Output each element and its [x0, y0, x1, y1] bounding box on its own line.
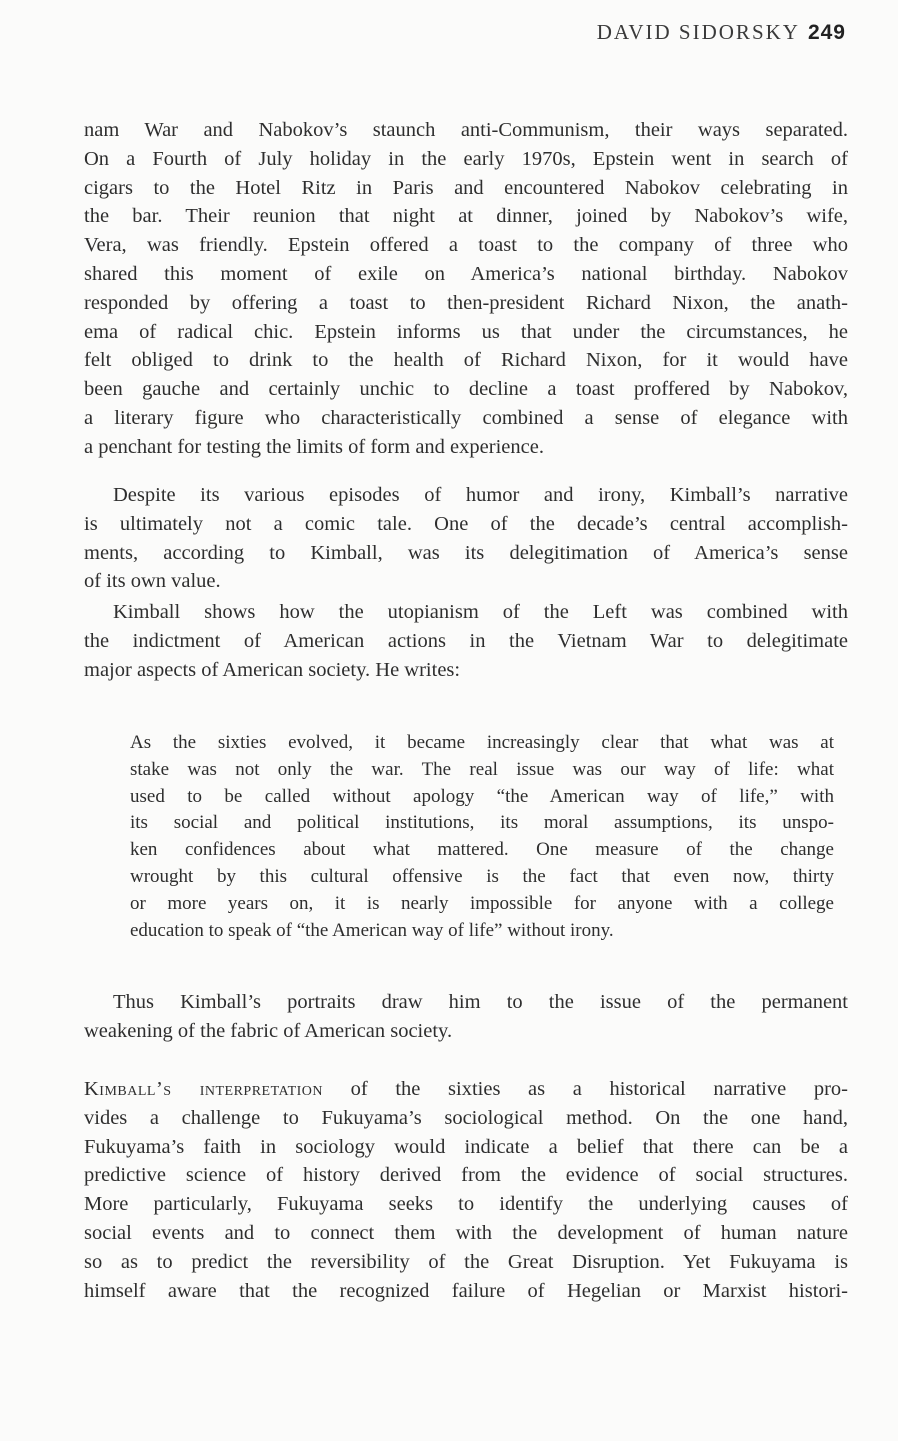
text-line: cigars to the Hotel Ritz in Paris and encountered Nabokov celebrating in [84, 176, 848, 199]
text-line: felt obliged to drink to the health of Richard Nixon, for it would have [84, 349, 848, 372]
text-line: ema of radical chic. Epstein informs us that under the circumstances, he [84, 320, 848, 343]
text-line: a penchant for testing the limits of form and experience. [84, 435, 544, 458]
paragraph-4 [84, 988, 848, 1046]
section-lead-in: Kimball’s interpretation [84, 1078, 324, 1100]
quote-line: ken confidences about what mattered. One measure of the change [130, 839, 834, 861]
text-line: responded by offering a toast to then-president Richard Nixon, the anath- [84, 291, 848, 314]
quote-line: wrought by this cultural offensive is the fact that even now, thirty [130, 865, 834, 887]
paragraph-3 [84, 598, 848, 684]
text-line: the bar. Their reunion that night at dinner, joined by Nabokov’s wife, [84, 205, 848, 228]
text-line: himself aware that the recognized failure of Hegelian or Marxist histori- [84, 1279, 848, 1302]
text-line: Vera, was friendly. Epstein offered a toast to the company of three who [84, 234, 848, 257]
text-line: ments, according to Kimball, was its delegitimation of America’s sense [84, 541, 848, 564]
paragraph-2 [84, 481, 848, 596]
text-line: Thus Kimball’s portraits draw him to the issue of the permanent [113, 991, 848, 1013]
running-head-author: DAVID SIDORSKY [596, 20, 800, 44]
text-line [84, 1075, 848, 1104]
text-line: More particularly, Fukuyama seeks to identify the underlying causes of [84, 1193, 848, 1216]
text-line: On a Fourth of July holiday in the early 1970s, Epstein went in search of [84, 147, 848, 170]
text-line: Kimball shows how the utopianism of the Left was combined with [113, 601, 848, 623]
text-line: so as to predict the reversibility of the Great Disruption. Yet Fukuyama is [84, 1250, 848, 1273]
block-quote [130, 730, 834, 944]
text-line: social events and to connect them with the development of human nature [84, 1221, 848, 1244]
text-line: nam War and Nabokov’s staunch anti-Communism, their ways separated. [84, 119, 848, 141]
text-line: weakening of the fabric of American society. [84, 1019, 453, 1042]
quote-line: stake was not only the war. The real issue was our way of life: what [130, 758, 834, 780]
text-line: predictive science of history derived from the evidence of social structures. [84, 1164, 848, 1187]
text-line: shared this moment of exile on America’s national birthday. Nabokov [84, 262, 848, 285]
text-line: vides a challenge to Fukuyama’s sociological method. On the one hand, [84, 1106, 848, 1129]
text-line: of its own value. [84, 570, 221, 593]
text-line: is ultimately not a comic tale. One of the decade’s central accomplish- [84, 512, 848, 535]
text-line: Despite its various episodes of humor and irony, Kimball’s narrative [113, 484, 848, 506]
quote-line: or more years on, it is nearly impossible for anyone with a college [130, 892, 834, 914]
text-line: the indictment of American actions in the Vietnam War to delegitimate [84, 629, 848, 652]
text-line: been gauche and certainly unchic to decline a toast proffered by Nabokov, [84, 378, 848, 401]
quote-line: education to speak of “the American way of life” without irony. [130, 919, 614, 941]
quote-line: its social and political institutions, its moral assumptions, its unspo- [130, 812, 834, 834]
quote-line: As the sixties evolved, it became increasingly clear that what was at [130, 732, 834, 753]
paragraph-5 [84, 1075, 848, 1305]
text-line: a literary figure who characteristically combined a sense of elegance with [84, 406, 848, 429]
text-line: Fukuyama’s faith in sociology would indicate a belief that there can be a [84, 1135, 848, 1158]
paragraph-1 [84, 116, 848, 462]
text-line: major aspects of American society. He writes: [84, 658, 461, 681]
lead-in-continuation: of the sixties as a historical narrative pro- [323, 1078, 848, 1100]
running-head [597, 20, 846, 45]
page-number: 249 [807, 21, 846, 44]
quote-line: used to be called without apology “the American way of life,” with [130, 785, 834, 807]
